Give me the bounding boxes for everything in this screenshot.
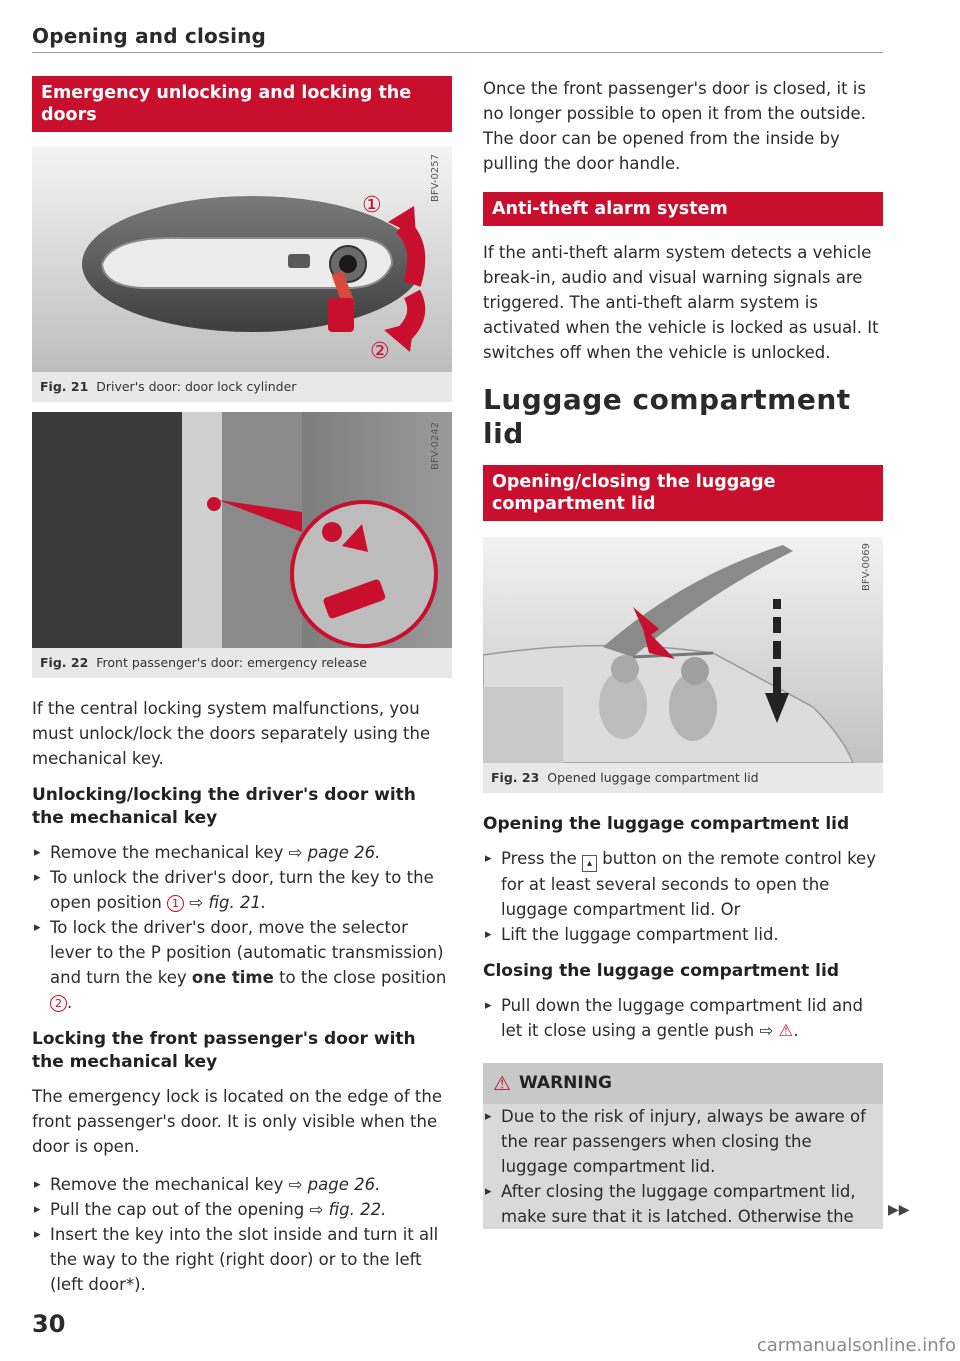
list-item: ▸ Lift the luggage compartment lid.	[483, 922, 883, 947]
subheading-passenger-door: Locking the front passenger's door with the mechanical key	[32, 1029, 416, 1072]
section-heading-luggage-lid: Opening/closing the luggage compartment lid	[483, 465, 883, 521]
list-item: ▸ Press the ▴ button on the remote control key for at least several seconds to open the luggage compartment lid. Or	[483, 846, 883, 922]
fig22-caption	[32, 648, 452, 678]
closing-lid-steps	[483, 993, 883, 1043]
list-item: ▸ After closing the luggage compartment lid, make sure that it is latched. Otherwise the	[483, 1179, 883, 1229]
passenger-door-illustration	[32, 412, 452, 648]
fig22-caption-text: Front passenger's door: emergency release	[96, 655, 367, 670]
page-reference-link[interactable]: ⇨ page 26.	[288, 1175, 381, 1194]
warning-triangle-icon: ⚠	[778, 1021, 794, 1040]
watermark: carmanualsonline.info	[756, 1335, 956, 1356]
figure-23	[483, 537, 883, 763]
page-number: 30	[32, 1310, 66, 1338]
header-rule	[32, 52, 883, 53]
page-reference-link[interactable]: ⇨ page 26.	[288, 843, 381, 862]
fig21-marker-1: ①	[362, 193, 382, 218]
fig22-code: BFV-0242	[430, 422, 441, 470]
fig21-caption-text: Driver's door: door lock cylinder	[96, 379, 297, 394]
figure-reference-link[interactable]: ⇨ fig. 21.	[189, 893, 267, 912]
intro-paragraph: If the central locking system malfunctions, you must unlock/lock the doors separately using the mechanical key.	[32, 699, 431, 768]
fig23-label: Fig. 23	[491, 770, 540, 785]
right-column	[483, 76, 883, 1229]
subheading-driver-door: Unlocking/locking the driver's door with the mechanical key	[32, 785, 416, 828]
chapter-heading-luggage: Luggage compartment lid	[483, 383, 851, 450]
list-item: ▸ Remove the mechanical key ⇨ page 26.	[32, 1172, 452, 1197]
figure-reference-link[interactable]: ⇨ fig. 22.	[309, 1200, 387, 1219]
section-heading-alarm: Anti-theft alarm system	[483, 192, 883, 226]
warning-title: ⚠ WARNING	[483, 1063, 883, 1104]
list-item: ▸ Due to the risk of injury, always be aware of the rear passengers when closing the luggage compartment lid.	[483, 1104, 883, 1179]
figure-22	[32, 412, 452, 648]
running-header: Opening and closing	[32, 24, 267, 48]
fig21-code: BFV-0257	[430, 154, 441, 202]
warning-triangle-icon: ⚠	[493, 1071, 511, 1095]
driver-door-steps	[32, 840, 452, 1015]
opening-lid-steps	[483, 846, 883, 947]
door-handle-illustration	[32, 146, 452, 372]
luggage-lid-illustration	[483, 537, 883, 763]
fig22-label: Fig. 22	[40, 655, 89, 670]
emergency-lock-paragraph: The emergency lock is located on the edge of the front passenger's door. It is only visible when the door is open.	[32, 1087, 442, 1156]
fig21-caption	[32, 372, 452, 402]
warning-reference-link[interactable]: ⇨	[759, 1021, 774, 1040]
left-column	[32, 76, 452, 1297]
warning-box	[483, 1063, 883, 1229]
list-item: ▸ Remove the mechanical key ⇨ page 26.	[32, 840, 452, 865]
subheading-opening-lid: Opening the luggage compartment lid	[483, 814, 850, 834]
list-item: ▸ Pull the cap out of the opening ⇨ fig. 22.	[32, 1197, 452, 1222]
list-item: ▸ Pull down the luggage compartment lid and let it close using a gentle push ⇨ ⚠.	[483, 993, 883, 1043]
list-item: ▸ To lock the driver's door, move the selector lever to the P position (automatic transmission) and turn the key one time to the close position 2 .	[32, 915, 452, 1015]
marker-2-icon: 2	[50, 995, 67, 1012]
fig21-marker-2: ②	[370, 339, 390, 364]
passenger-door-paragraph: Once the front passenger's door is closed, it is no longer possible to open it from the outside. The door can be opened from the inside by pulling the door handle.	[483, 79, 866, 173]
fig23-code: BFV-0069	[861, 543, 872, 591]
list-item: ▸ To unlock the driver's door, turn the key to the open position 1 ⇨ fig. 21.	[32, 865, 452, 915]
fig21-label: Fig. 21	[40, 379, 89, 394]
trunk-button-icon: ▴	[582, 855, 597, 872]
marker-1-icon: 1	[167, 895, 184, 912]
fig23-caption-text: Opened luggage compartment lid	[547, 770, 759, 785]
passenger-door-steps	[32, 1172, 452, 1297]
continue-arrow-icon: ▶▶	[888, 1202, 910, 1218]
alarm-paragraph: If the anti-theft alarm system detects a vehicle break-in, audio and visual warning signals are triggered. The anti-theft alarm system is activated when the vehicle is locked as usual. It switches off when the vehicle is unlocked.	[483, 243, 879, 362]
subheading-closing-lid: Closing the luggage compartment lid	[483, 961, 839, 981]
list-item: ▸ Insert the key into the slot inside and turn it all the way to the right (right door) or to the left (left door*).	[32, 1222, 452, 1297]
warning-list	[483, 1104, 883, 1229]
section-heading-emergency: Emergency unlocking and locking the doors	[32, 76, 452, 132]
figure-21	[32, 146, 452, 372]
fig23-caption	[483, 763, 883, 793]
